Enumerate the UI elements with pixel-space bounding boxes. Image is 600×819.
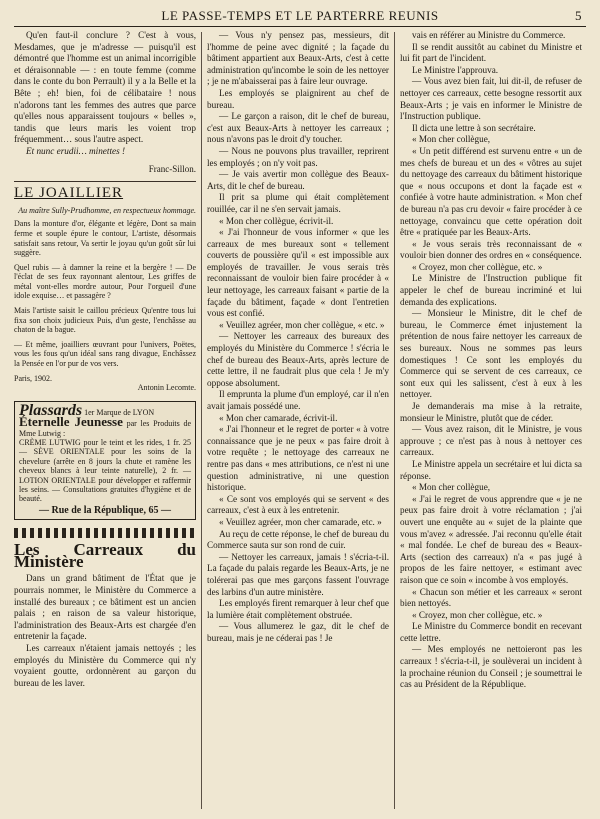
stanza: Dans la monture d'or, élégante et légère, Dont sa main ferme et souple épure le contour, L'artiste, désormais satisfait sans retour, Va sertir le joyau qu'un goût sûr lui suggère. xyxy=(14,219,196,258)
paragraph: Qu'en faut-il conclure ? C'est à vous, Mesdames, que je m'adresse — puisqu'il est démontré que l'homme est un animal incorrigible et déraisonnable — : en toute femme (comme dans le conte du bon Perrault) il y a la Belle et la Bête ; eh! bien, foi de célibataire ! nous n'adorons tant les femmes des autres que parce qu'elles nous apparaissent toujours « belles », tandis que leurs maris les voient trop fréquemment… sous l'autre aspect. xyxy=(14,30,196,145)
ad-address: — Rue de la République, 65 — xyxy=(39,504,171,516)
column-2 xyxy=(207,30,389,644)
paragraph: « J'ai le regret de vous apprendre que « je ne peux pas faire droit à votre réclamation ; j'ai ouvert une enquête au « sujet de la plainte que vous m'avez « adressée. J'ai reconnu qu'elle était « mal fondée. Le chef de bureau des « Beaux-Arts (section des carreaux) n'a « pas jugé à propos de les faire nettoyer, « estimant avec raison que ce soin « incombe à vos employés. xyxy=(400,493,582,585)
page-number: 5 xyxy=(575,8,582,23)
paragraph: « Chacun son métier et les carreaux « seront bien nettoyés. xyxy=(400,586,582,609)
ad-by: par les Produits de Mme Lutwig : xyxy=(19,419,192,438)
paragraph: « Mon cher collègue, xyxy=(412,134,491,145)
paragraph: « J'ai l'honneur et le regret de porter « à votre connaissance que je ne peux « pas faire droit à votre requête ; le nettoyage des carreaux ne rentre pas dans « mes attributions, ce n'est ni une question administrative, ni une question historique. xyxy=(207,424,389,493)
paragraph: — Nettoyer les carreaux, jamais ! s'écria-t-il. La façade du palais regarde les Beaux-Arts, je ne tolérerai pas que mes garçons fassent l'ouvrage des larbins d'un autre ministère. xyxy=(207,551,389,597)
poem-date: Paris, 1902. xyxy=(14,373,52,383)
paragraph: « Mon cher collègue, xyxy=(412,482,491,493)
dedication: Au maître Sully-Prudhomme, en respectueux hommage. xyxy=(18,205,196,215)
paragraph: Il dicta une lettre à son secrétaire. xyxy=(412,122,536,133)
paragraph: Au reçu de cette réponse, le chef de bureau du Commerce sauta sur son rond de cuir. xyxy=(207,528,389,551)
paragraph: — Le garçon a raison, dit le chef de bureau, c'est aux Beaux-Arts à nettoyer les carreaux ; nous n'avons pas le droit d'y toucher. xyxy=(207,111,389,145)
paragraph: Les employés se plaignirent au chef de bureau. xyxy=(207,87,389,110)
column-divider xyxy=(201,32,202,809)
stanza: Mais l'artiste saisit le caillou précieux Qu'entre tous lui fixa son choix judicieux Puis, d'un geste, l'enchâsse au chaton de la bague. xyxy=(14,306,196,335)
paragraph: — Vous avez bien fait, lui dit-il, de refuser de nettoyer ces carreaux, cette besogne ressortit aux Beaux-Arts ; je vais en informer le Ministre de l'Instruction publique. xyxy=(400,76,582,122)
paragraph: Le Ministre appela un secrétaire et lui dicta sa réponse. xyxy=(400,458,582,481)
advertisement xyxy=(14,401,196,520)
paragraph: « Ce sont vos employés qui se servent « des carreaux, c'est à eux à les entretenir. xyxy=(207,493,389,516)
paragraph: Le Ministre du Commerce bondit en recevant cette lettre. xyxy=(400,621,582,643)
stanza: Quel rubis — à damner la reine et la bergère ! — De l'éclat de ses feux rayonnant alentour, Les griffes de métal vont-elles mordre autour, Pour l'orgueil d'une idole exquise… et passagère ? xyxy=(14,262,196,301)
column-1 xyxy=(14,30,196,689)
stanza: — Et même, joailliers œuvrant pour l'univers, Poëtes, vous les fous qu'un idéal sans rang divague, Enchâssez la Pensée en l'or pur de vos vers. xyxy=(14,339,196,369)
paragraph: — Vous avez raison, dit le Ministre, je vous approuve ; ce n'est pas à nous à nettoyer ces carreaux. xyxy=(400,424,582,458)
paragraph: Il emprunta la plume d'un employé, car il n'en avait jamais possédé une. xyxy=(207,389,389,411)
paragraph: — Nettoyer les carreaux des bureaux des employés du Ministère du Commerce ! s'écria le chef de bureau des Beaux-Arts, après lecture de cette lettre, il ne faudrait plus que cela ! Je m'y oppose absolument. xyxy=(207,331,389,388)
paragraph: Les employés firent remarquer à leur chef que la lumière était complètement obstruée. xyxy=(207,598,389,620)
paragraph: Il prit sa plume qui était complètement rouillée, car il ne s'en servait jamais. xyxy=(207,192,389,214)
paragraph: « Mon cher collègue, écrivit-il. xyxy=(219,215,334,226)
decorative-border xyxy=(14,528,196,538)
paragraph: Dans un grand bâtiment de l'État que je pourrais nommer, le Ministère du Commerce a installé des bureaux ; ce bâtiment est un ancien palais ; en raison de sa valeur historique, l'administration des Beaux-Arts est chargée d'en entretenir la façade. xyxy=(14,573,196,642)
paragraph: — Monsieur le Ministre, dit le chef de bureau, le Commerce émet injustement la prétention de nous faire nettoyer les carreaux de ses bureaux. Nous ne sommes pas leurs domestiques ! Ce sont les employés du Commerce qui se servent de ces carreaux, ce sont eux qui les salissent, c'est à eux à les nettoyer. xyxy=(400,308,582,400)
paragraph: Le Ministre de l'Instruction publique fit appeler le chef de bureau incriminé et lui demanda des explications. xyxy=(400,273,582,307)
poem xyxy=(14,219,196,393)
journal-title: LE PASSE-TEMPS ET LE PARTERRE REUNIS xyxy=(161,8,439,23)
paragraph: — Nous ne pouvons plus travailler, reprirent les employés ; on n'y voit pas. xyxy=(207,145,389,168)
running-header xyxy=(14,6,586,27)
paragraph: vais en référer au Ministre du Commerce. xyxy=(412,30,566,40)
poem-signature: Antonin Lecomte. xyxy=(137,383,196,393)
paragraph: — Je vais avertir mon collègue des Beaux-Arts, dit le chef de bureau. xyxy=(207,169,389,191)
paragraph: « Mon cher camarade, écrivit-il. xyxy=(219,412,338,423)
paragraph: « Un petit différend est survenu entre « un de mes chefs de bureau et un des « vôtres au sujet du nettoyage des carreaux du bâtiment historique que « nous occupons et dont la façade est « confiée à votre haute administration. « Mon chef de bureau n'a pas cru devoir « faire procéder à ce nettoyage, convaincu que cette opération doit être « pratiquée par les Beaux-Arts. xyxy=(400,145,582,238)
paragraph: « Veuillez agréer, mon cher camarade, etc. » xyxy=(219,516,382,527)
divider xyxy=(14,181,196,182)
ad-marque: 1er Marque de LYON xyxy=(84,407,155,417)
paragraph: « J'ai l'honneur de vous informer « que les carreaux de mes bureaux sont « tellement couverts de poussière qu'il « est impossible aux employés de travailler. Je vous serais très reconnaissant de vouloir bien faire procéder à « leur nettoyage, les carreaux faisant « partie de la façade du bâtiment, façade « dont l'entretien vous est confié. xyxy=(207,227,389,319)
paragraph: Il se rendit aussitôt au cabinet du Ministre et lui fit part de l'incident. xyxy=(400,41,582,64)
poem-title: LE JOAILLIER xyxy=(14,185,124,202)
ad-body: CRÈME LUTWIG pour le teint et les rides, 1 fr. 25 — SÈVE ORIENTALE pour les soins de la chevelure (arrête en 8 jours la chute et ramène les cheveux blancs à leur teinte naturelle), 2 fr. — LOTION ORIENTALE pour développer et raffermir les seins. — Consultations gratuites d'hygiène et de beauté. xyxy=(19,438,191,504)
paragraph: « Veuillez agréer, mon cher collègue, « etc. » xyxy=(219,319,385,330)
ad-headline: Éternelle Jeunesse xyxy=(19,414,123,430)
paragraph: « Croyez, mon cher collègue, etc. » xyxy=(412,609,543,620)
paragraph: Je demanderais ma mise à la retraite, monsieur le Ministre, plutôt que de céder. xyxy=(400,401,582,423)
article-title: Les Carreaux du Ministère xyxy=(14,540,196,571)
paragraph: « Je vous serais très reconnaissant de « vouloir bien donner des ordres en « conséquence. xyxy=(400,238,582,261)
column-divider xyxy=(394,32,395,809)
paragraph: « Croyez, mon cher collègue, etc. » xyxy=(412,261,543,272)
column-3 xyxy=(400,30,582,691)
paragraph: — Vous n'y pensez pas, messieurs, dit l'homme de peine avec dignité ; la façade du bâtiment appartient aux Beaux-Arts, c'est à cette administration qu'incombe le soin de les nettoyer ; je ne m'abaisserai pas à faire leur ouvrage. xyxy=(207,30,389,87)
paragraph: Le Ministre l'approuva. xyxy=(412,64,499,75)
paragraph: — Vous allumerez le gaz, dit le chef de bureau, mais je ne céderai pas ! Je xyxy=(207,621,389,643)
paragraph: Et nunc erudii… minettes ! xyxy=(26,145,126,156)
signature: Franc-Sillon. xyxy=(148,163,196,174)
paragraph: Les carreaux n'étaient jamais nettoyés ; les employés du Ministère du Commerce qui n'y voyaient goutte, ordonnèrent au garçon du bureau de les laver. xyxy=(14,643,196,688)
paragraph: — Mes employés ne nettoieront pas les carreaux ! s'écria-t-il, je soulèverai un incident à la prochaine réunion du Conseil ; je soumettrai le cas au Président de la République. xyxy=(400,644,582,690)
ad-brand: Plassards xyxy=(19,401,83,419)
